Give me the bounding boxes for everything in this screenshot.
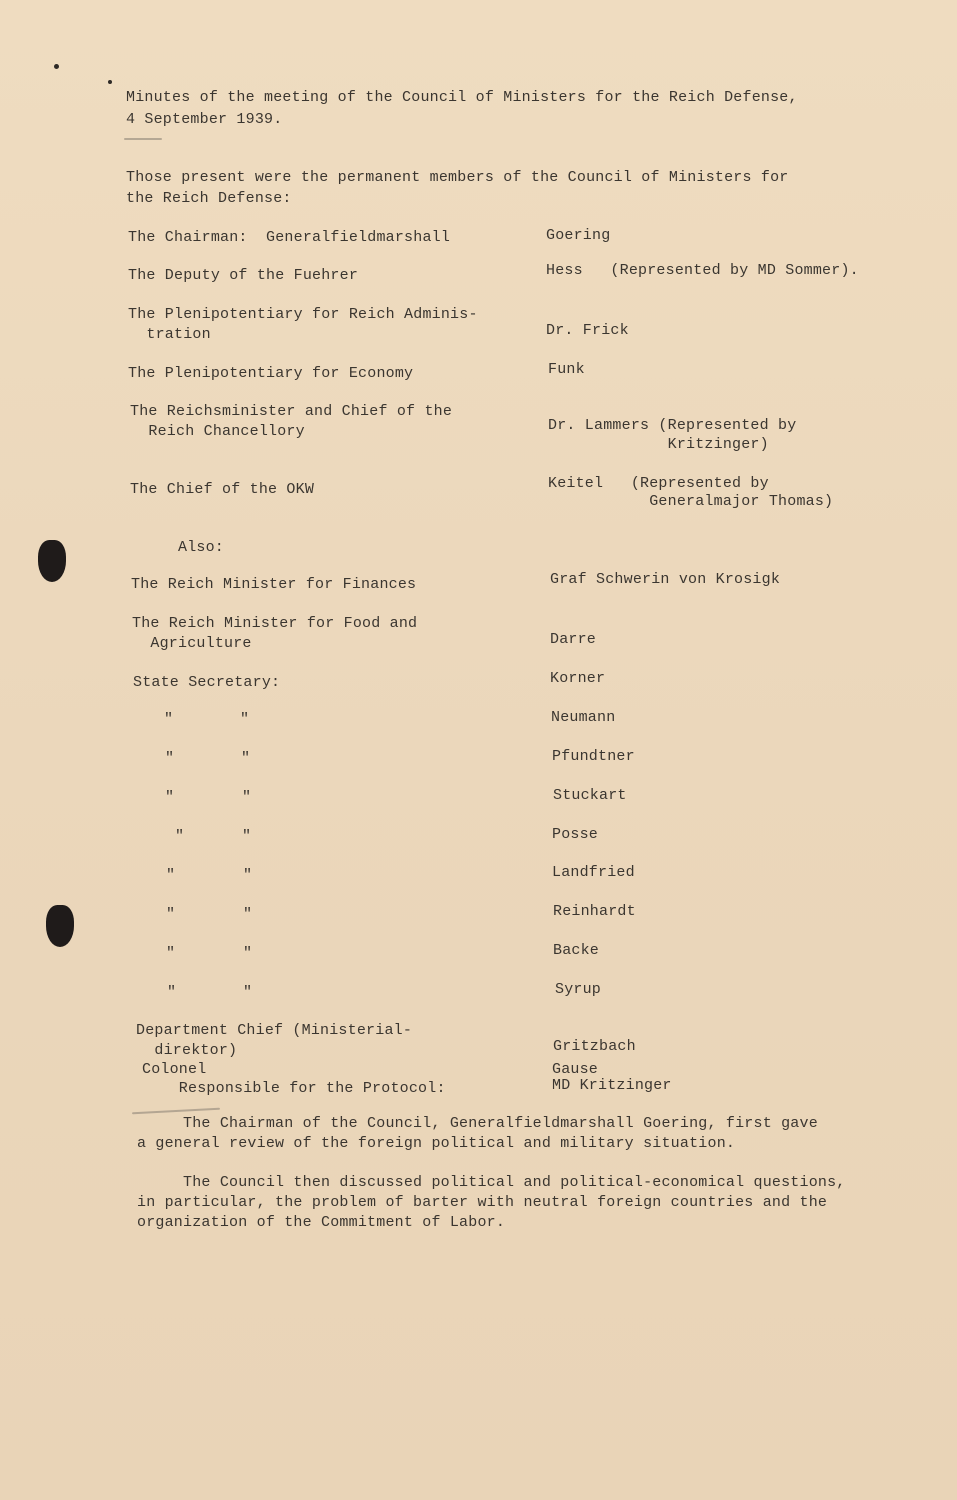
- ditto-mark: ": [240, 711, 250, 728]
- title-line-2: 4 September 1939.: [126, 111, 283, 128]
- member-role: The Reichsminister and Chief of the: [130, 403, 453, 420]
- member-name: Dr. Lammers (Represented by: [548, 417, 797, 434]
- intro-line-2: the Reich Defense:: [126, 190, 292, 207]
- also-role: The Reich Minister for Finances: [131, 576, 417, 593]
- also-name: Graf Schwerin von Krosigk: [550, 571, 781, 588]
- state-secretary-name: Pfundtner: [552, 748, 635, 765]
- department-chief-name: Gritzbach: [553, 1038, 636, 1055]
- paragraph-2-line: in particular, the problem of barter with neutral foreign countries and the: [137, 1194, 828, 1211]
- ditto-mark: ": [165, 789, 175, 806]
- member-role: tration: [128, 326, 211, 343]
- member-name: Keitel (Represented by: [548, 475, 769, 492]
- member-role: The Chief of the OKW: [130, 481, 315, 498]
- ditto-mark: ": [165, 750, 175, 767]
- ditto-mark: ": [243, 906, 253, 923]
- ditto-mark: ": [167, 984, 177, 1001]
- protocol-role: Responsible for the Protocol:: [142, 1080, 446, 1097]
- member-role: The Plenipotentiary for Economy: [128, 365, 414, 382]
- also-label: Also:: [178, 539, 225, 556]
- ditto-mark: ": [166, 945, 176, 962]
- colonel-name: Gause: [552, 1061, 599, 1078]
- state-secretary-label: State Secretary:: [133, 674, 281, 691]
- department-chief-role: Department Chief (Ministerial-: [136, 1022, 413, 1039]
- state-secretary-name: Korner: [550, 670, 606, 687]
- ditto-mark: ": [241, 750, 251, 767]
- ditto-mark: ": [166, 906, 176, 923]
- ditto-mark: ": [242, 789, 252, 806]
- ditto-mark: ": [243, 945, 253, 962]
- member-name: Dr. Frick: [546, 322, 629, 339]
- colonel-role: Colonel: [142, 1061, 207, 1078]
- member-name: Hess (Represented by MD Sommer).: [546, 262, 859, 279]
- paragraph-1-line: a general review of the foreign political and military situation.: [137, 1135, 736, 1152]
- ditto-mark: ": [243, 867, 253, 884]
- member-name: Funk: [548, 361, 585, 378]
- member-role: The Chairman: Generalfieldmarshall: [128, 229, 451, 246]
- ditto-mark: ": [166, 867, 176, 884]
- title-line-1: Minutes of the meeting of the Council of Ministers for the Reich Defense,: [126, 89, 798, 106]
- state-secretary-name: Neumann: [551, 709, 616, 726]
- member-role: The Plenipotentiary for Reich Adminis-: [128, 306, 478, 323]
- member-role: Reich Chancellory: [130, 423, 305, 440]
- binding-hole: [46, 905, 74, 947]
- paragraph-2-line: organization of the Commitment of Labor.: [137, 1214, 506, 1231]
- member-name: Generalmajor Thomas): [548, 493, 834, 510]
- member-role: The Deputy of the Fuehrer: [128, 267, 359, 284]
- also-name: Darre: [550, 631, 597, 648]
- paragraph-1-line: The Chairman of the Council, Generalfieldmarshall Goering, first gave: [137, 1115, 818, 1132]
- ditto-mark: ": [242, 828, 252, 845]
- protocol-name: MD Kritzinger: [552, 1077, 672, 1094]
- intro-line-1: Those present were the permanent members of the Council of Ministers for: [126, 169, 789, 186]
- state-secretary-name: Syrup: [555, 981, 602, 998]
- also-role: The Reich Minister for Food and: [132, 615, 418, 632]
- ditto-mark: ": [175, 828, 185, 845]
- member-name: Kritzinger): [548, 436, 769, 453]
- punch-mark: [54, 64, 59, 69]
- ditto-mark: ": [164, 711, 174, 728]
- department-chief-role: direktor): [136, 1042, 238, 1059]
- state-secretary-name: Landfried: [552, 864, 635, 881]
- also-role: Agriculture: [132, 635, 252, 652]
- paragraph-2-line: The Council then discussed political and political-economical questions,: [137, 1174, 846, 1191]
- punch-mark: [108, 80, 112, 84]
- title-underline: [124, 138, 162, 140]
- state-secretary-name: Stuckart: [553, 787, 627, 804]
- member-name: Goering: [546, 227, 611, 244]
- state-secretary-name: Posse: [552, 826, 599, 843]
- ditto-mark: ": [243, 984, 253, 1001]
- state-secretary-name: Reinhardt: [553, 903, 636, 920]
- state-secretary-name: Backe: [553, 942, 600, 959]
- binding-hole: [38, 540, 66, 582]
